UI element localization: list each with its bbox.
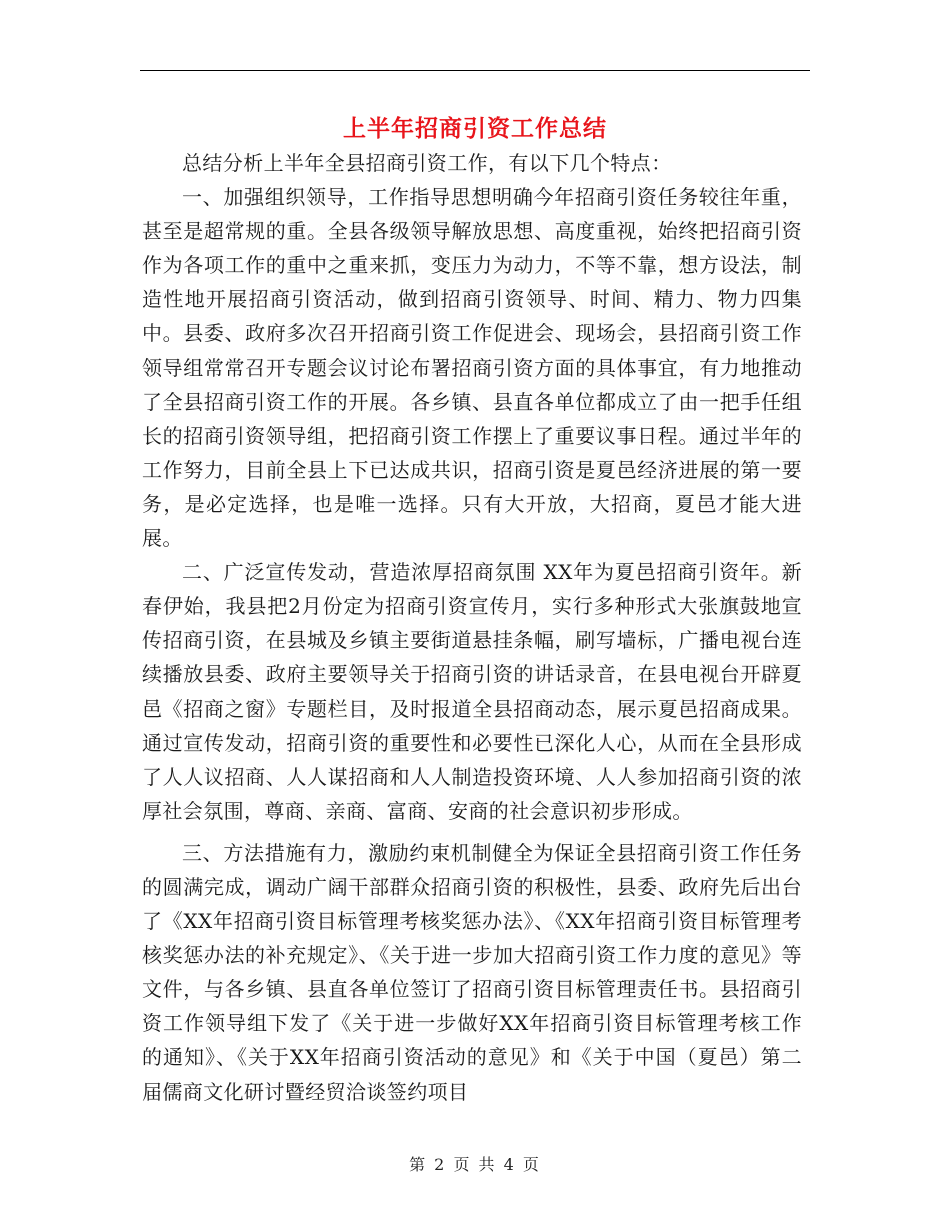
page-number-footer: 第 2 页 共 4 页 <box>409 1155 541 1174</box>
paragraph-intro: 总结分析上半年全县招商引资工作，有以下几个特点： <box>182 151 672 175</box>
paragraph-section-2: 二、广泛宣传发动，营造浓厚招商氛围 XX年为夏邑招商引资年。新春伊始，我县把2月份定为招商引资宣传月，实行多种形式大张旗鼓地宣传招商引资，在县城及乡镇主要街道悬挂条幅，刷写墙标，广播电视台连续播放县委、政府主要领导关于招商引资的讲话录音，在县电视台开辟夏邑《招商之窗》专题栏目，及时报道全县招商动态，展示夏邑招商成果。通过宣传发动，招商引资的重要性和必要性已深化人心，从而在全县形成了人人议招商、人人谋招商和人人制造投资环境、人人参加招商引资的浓厚社会氛围，尊商、亲商、富商、安商的社会意识初步形成。 <box>142 560 802 823</box>
paragraph-section-3: 三、方法措施有力，激励约束机制健全为保证全县招商引资工作任务的圆满完成，调动广阔干部群众招商引资的积极性，县委、政府先后出台了《XX年招商引资目标管理考核奖惩办法》、《XX年招商引资目标管理考核奖惩办法的补充规定》、《关于进一步加大招商引资工作力度的意见》等文件，与各乡镇、县直各单位签订了招商引资目标管理责任书。县招商引资工作领导组下发了《关于进一步做好XX年招商引资目标管理考核工作的通知》、《关于XX年招商引资活动的意见》和《关于中国（夏邑）第二届儒商文化研讨暨经贸洽谈签约项目 <box>142 840 802 1104</box>
paragraph-section-1: 一、加强组织领导，工作指导思想明确今年招商引资任务较往年重，甚至是超常规的重。全县各级领导解放思想、高度重视，始终把招商引资作为各项工作的重中之重来抓，变压力为动力，不等不靠，想方设法，制造性地开展招商引资活动，做到招商引资领导、时间、精力、物力四集中。县委、政府多次召开招商引资工作促进会、现场会，县招商引资工作领导组常常召开专题会议讨论布署招商引资方面的具体事宜，有力地推动了全县招商引资工作的开展。各乡镇、县直各单位都成立了由一把手任组长的招商引资领导组，把招商引资工作摆上了重要议事日程。通过半年的工作努力，目前全县上下已达成共识，招商引资是夏邑经济进展的第一要务，是必定选择，也是唯一选择。只有大开放，大招商，夏邑才能大进展。 <box>142 185 802 551</box>
document-title: 上半年招商引资工作总结 <box>343 115 607 142</box>
header-rule <box>140 70 810 71</box>
document-body <box>142 146 802 1109</box>
